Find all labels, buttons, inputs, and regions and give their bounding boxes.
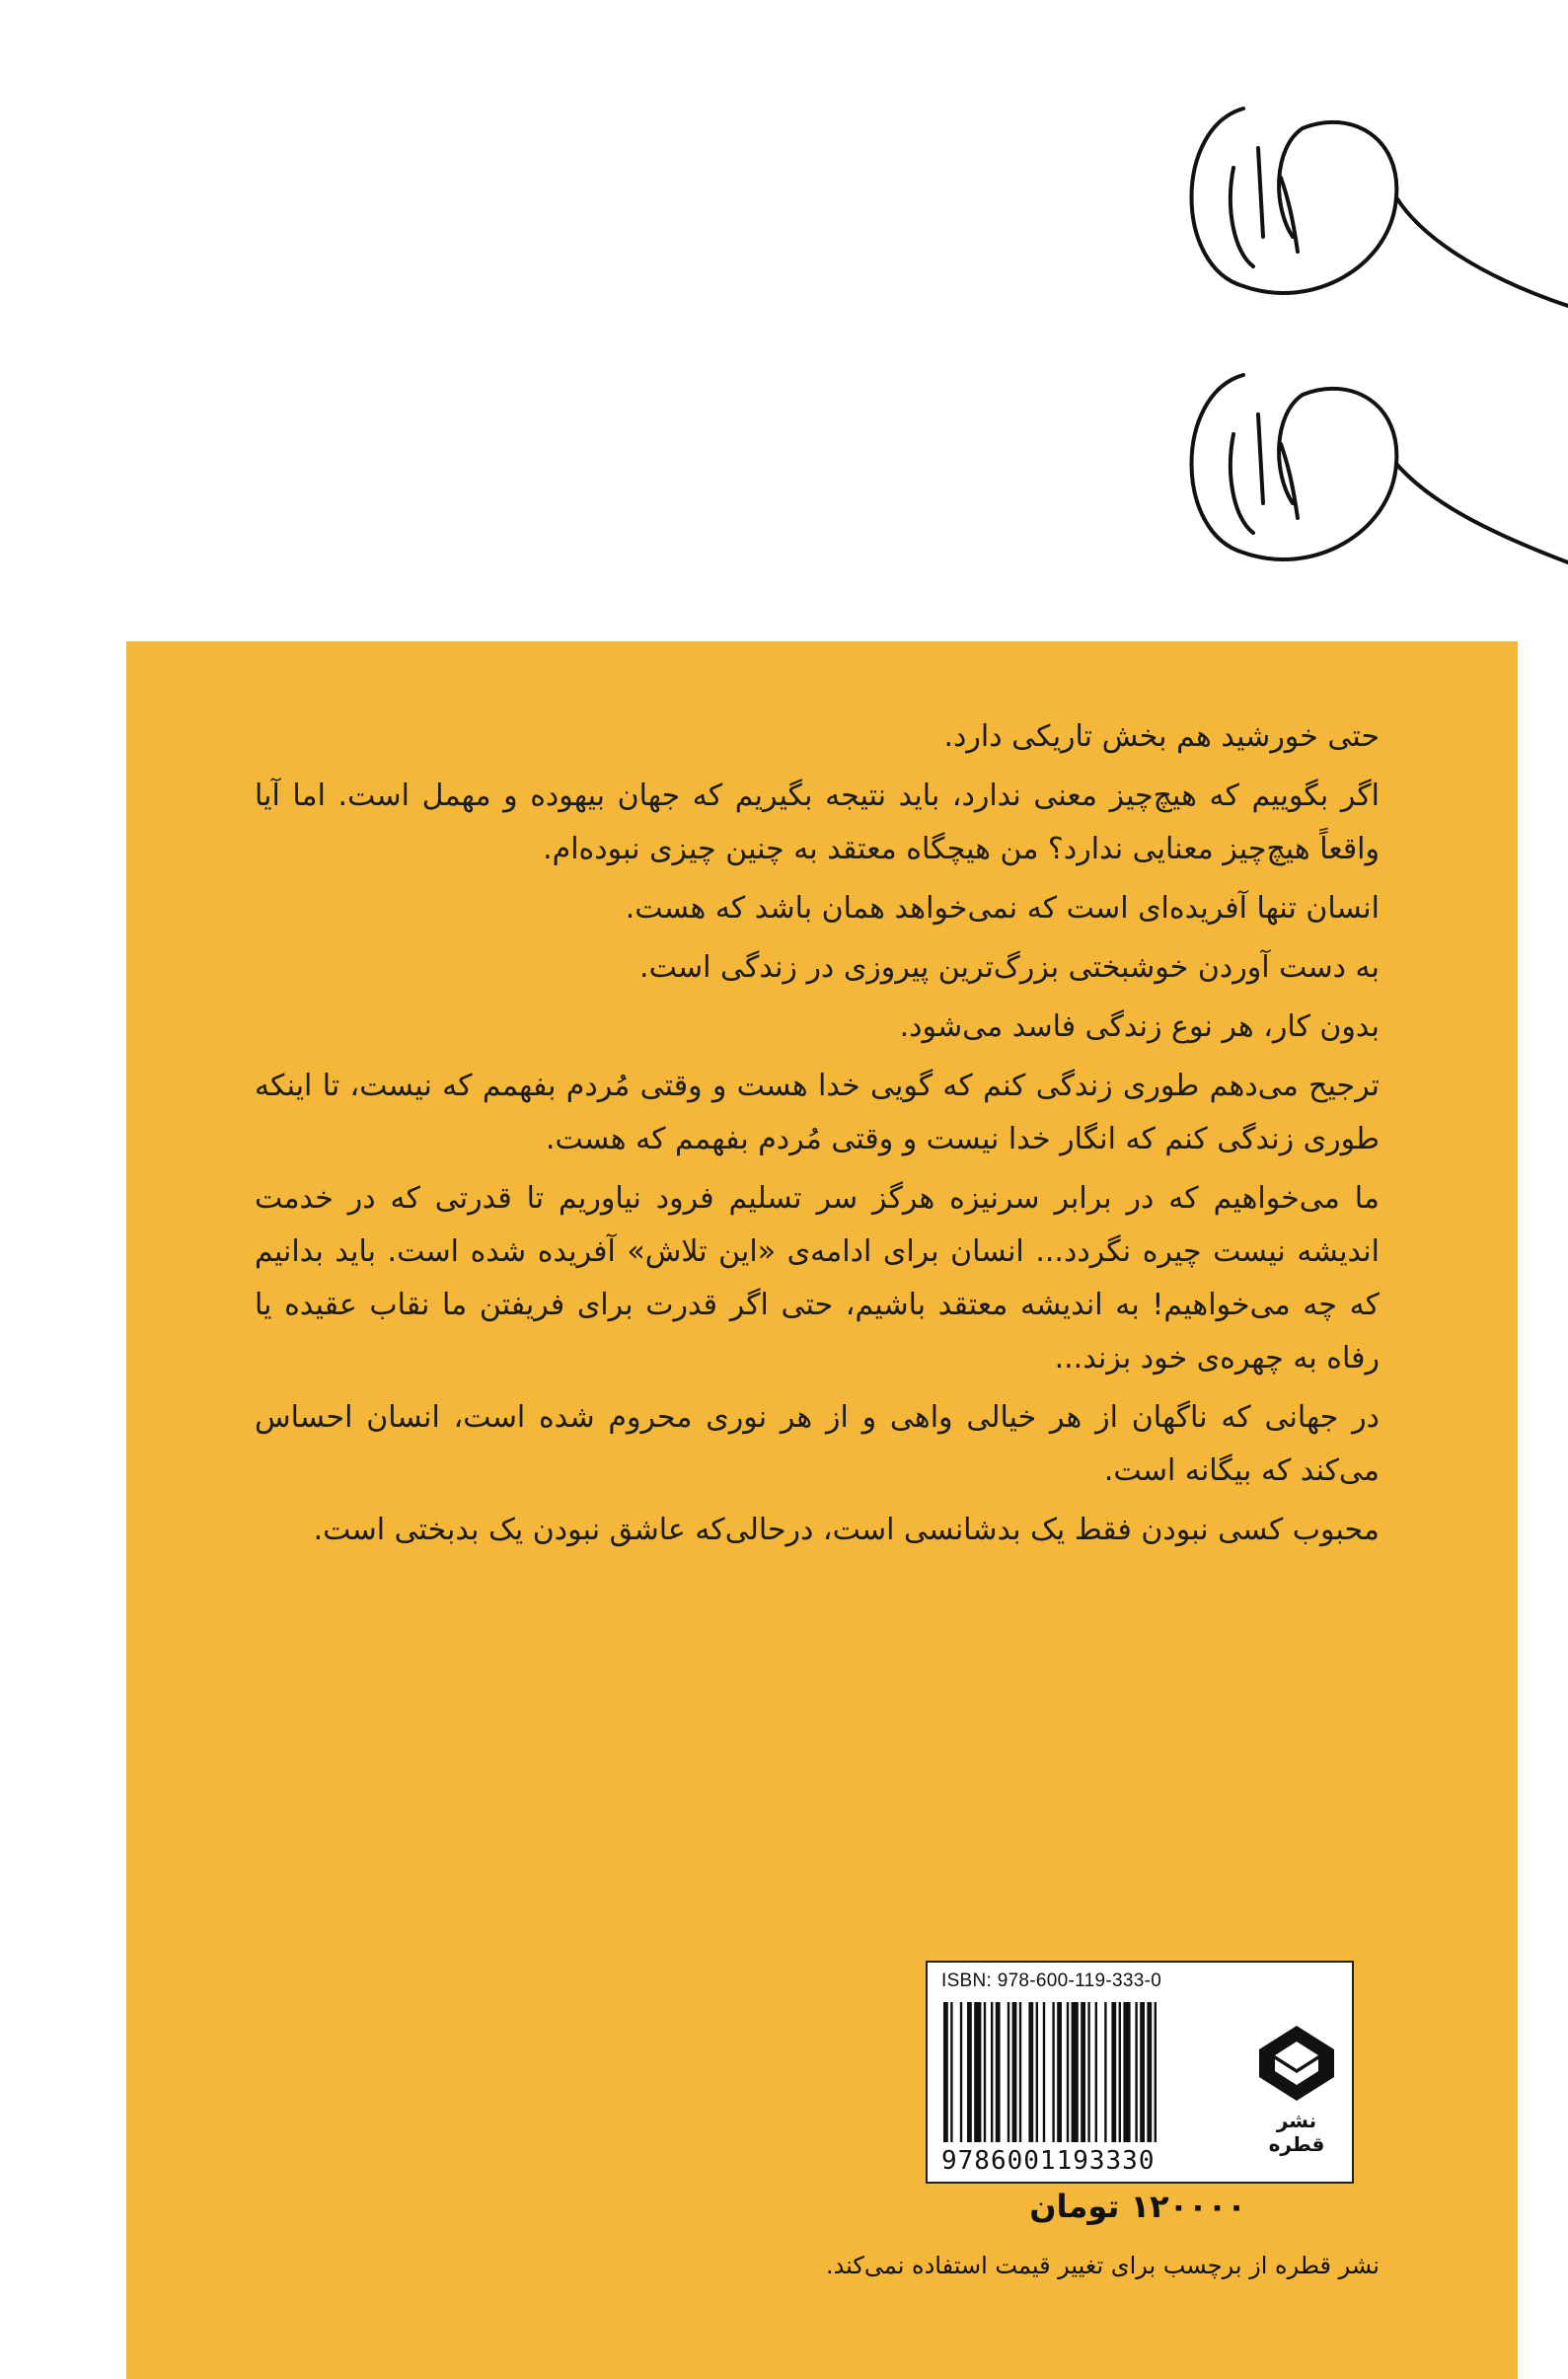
quote-6: ترجیح می‌دهم طوری زندگی کنم که گویی خدا هست و وقتی مُردم بفهمم که نیست، تا اینکه طوری زندگی کنم که انگار خدا نیست و وقتی مُردم بفهمم که هست. <box>255 1069 1380 1156</box>
barcode-digits: 9786001193330 <box>941 2146 1156 2176</box>
barcode-icon <box>941 2002 1247 2142</box>
quote-8: در جهانی که ناگهان از هر خیالی واهی و از هر نوری محروم شده است، انسان احساس می‌کند که بیگانه است. <box>255 1400 1380 1488</box>
quote-2: اگر بگوییم که هیچ‌چیز معنی ندارد، باید نتیجه بگیریم که جهان بیهوده و مهمل است. اما آیا واقعاً هیچ‌چیز معنایی ندارد؟ من هیچگاه معتقد به چنین چیزی نبوده‌ام. <box>255 779 1380 866</box>
back-cover-panel <box>126 641 1518 2379</box>
price-label: ۱۲۰۰۰۰ تومان <box>1029 2188 1246 2225</box>
publisher-name: نشر قطره <box>1268 2109 1325 2156</box>
quote-list <box>255 710 1380 1563</box>
isbn-text: ISBN: 978-600-119-333-0 <box>941 1970 1162 1991</box>
aya-face-logo-icon <box>1164 69 1568 582</box>
quote-7: ما می‌خواهیم که در برابر سرنیزه هرگز سر تسلیم فرود نیاوریم تا قدرتی که در خدمت اندیشه نیست چیره نگردد... انسان برای ادامه‌ی «این تلاش» آفریده شده است. باید بدانیم که چه می‌خواهیم! به اندیشه معتقد باشیم، حتی اگر قدرت برای فریفتن ما نقاب عقیده یا رفاه به چهره‌ی خود بزند... <box>255 1181 1380 1375</box>
price-note: نشر قطره از برچسب برای تغییر قیمت استفاده نمی‌کند. <box>825 2252 1380 2279</box>
publisher-logo-icon <box>1255 2022 1338 2105</box>
quote-4: به دست آوردن خوشبختی بزرگ‌ترین پیروزی در زندگی است. <box>639 950 1380 985</box>
quote-9: محبوب کسی نبودن فقط یک بدشانسی است، درحالی‌که عاشق نبودن یک بدبختی است. <box>313 1513 1380 1547</box>
quote-1: حتی خورشید هم بخش تاریکی دارد. <box>943 719 1380 754</box>
quote-3: انسان تنها آفریده‌ای است که نمی‌خواهد همان باشد که هست. <box>625 891 1380 926</box>
quote-5: بدون کار، هر نوع زندگی فاسد می‌شود. <box>899 1009 1380 1044</box>
barcode-label <box>926 1961 1354 2184</box>
